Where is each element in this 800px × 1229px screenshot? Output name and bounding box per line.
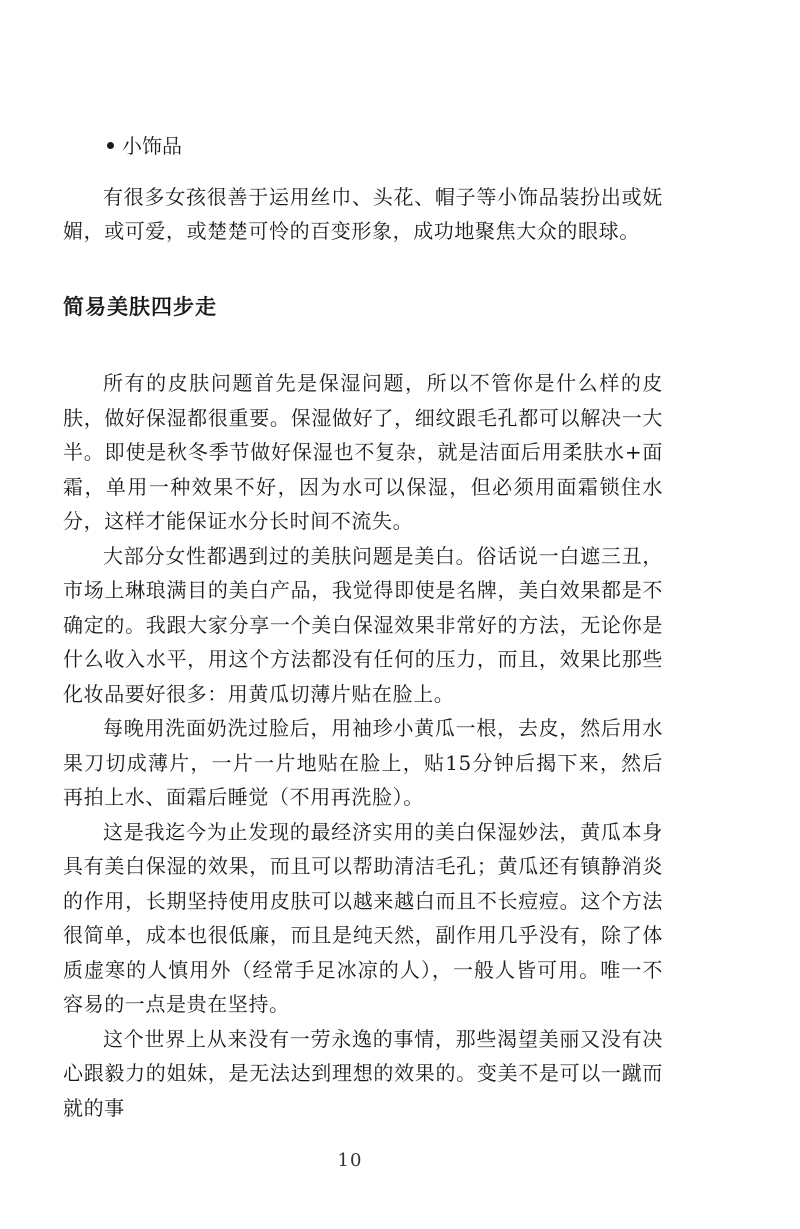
body-text [63,366,663,1125]
body-paragraph: 所有的皮肤问题首先是保湿问题，所以不管你是什么样的皮肤，做好保湿都很重要。保湿做好了，细纹跟毛孔都可以解决一大半。即使是秋冬季节做好保湿也不复杂，就是洁面后用柔肤水+面霜，单用一种效果不好，因为水可以保湿，但必须用面霜锁住水分，这样才能保证水分长时间不流失。 [63,371,663,533]
intro-paragraph: 有很多女孩很善于运用丝巾、头花、帽子等小饰品装扮出或妩媚，或可爱，或楚楚可怜的百变形象，成功地聚焦大众的眼球。 [63,185,663,243]
bullet-item [107,132,182,160]
bullet-dot-icon [107,142,114,149]
body-paragraph: 这是我迄今为止发现的最经济实用的美白保湿妙法，黄瓜本身具有美白保湿的效果，而且可以帮助清洁毛孔；黄瓜还有镇静消炎的作用，长期坚持使用皮肤可以越来越白而且不长痘痘。这个方法很简单，成本也很低廉，而且是纯天然，副作用几乎没有，除了体质虚寒的人慎用外（经常手足冰凉的人），一般人皆可用。唯一不容易的一点是贵在坚持。 [63,819,663,1016]
section-heading: 简易美肤四步走 [63,295,217,319]
body-paragraph: 这个世界上从来没有一劳永逸的事情，那些渴望美丽又没有决心跟毅力的姐妹，是无法达到理想的效果的。变美不是可以一蹴而就的事 [63,1026,663,1120]
bullet-item-label: 小饰品 [122,134,182,158]
body-paragraph: 每晚用洗面奶洗过脸后，用袖珍小黄瓜一根，去皮，然后用水果刀切成薄片，一片一片地贴在脸上，贴15分钟后揭下来，然后再拍上水、面霜后睡觉（不用再洗脸）。 [63,716,663,809]
body-paragraph: 大部分女性都遇到过的美肤问题是美白。俗话说一白遮三丑，市场上琳琅满目的美白产品，我觉得即使是名牌，美白效果都是不确定的。我跟大家分享一个美白保湿效果非常好的方法，无论你是什么收入水平，用这个方法都没有任何的压力，而且，效果比那些化妆品要好很多：用黄瓜切薄片贴在脸上。 [63,543,663,706]
page-number: 10 [337,1150,363,1171]
